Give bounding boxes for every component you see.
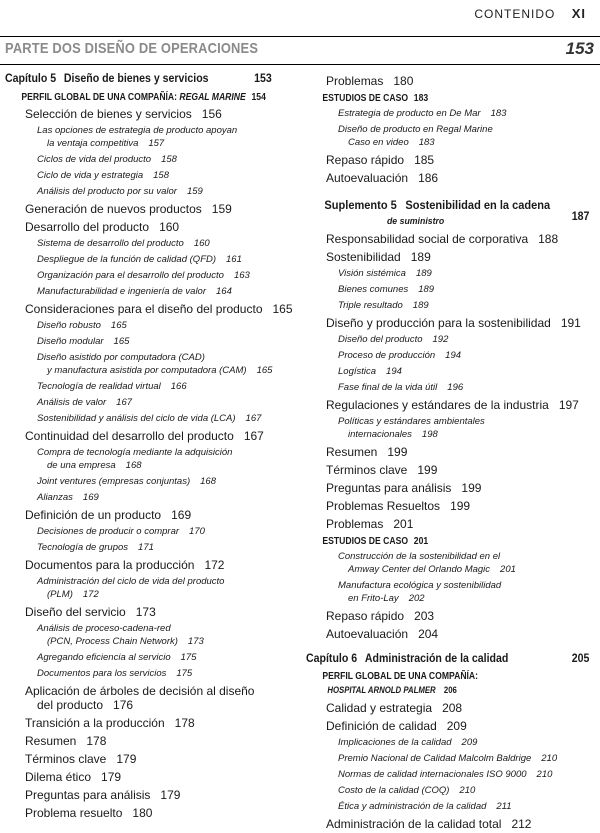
entry-title: Problemas — [326, 74, 384, 88]
entry-page: 208 — [442, 701, 463, 715]
entry-title: Joint ventures (empresas conjuntas) — [37, 476, 191, 487]
entry-title: Sostenibilidad — [326, 250, 401, 264]
entry-page: 209 — [446, 719, 467, 733]
entry-title: Alianzas — [37, 492, 73, 503]
toc-subsection-entry[interactable] — [306, 783, 596, 799]
toc-section-entry[interactable] — [5, 300, 295, 318]
company-profile-entry[interactable] — [306, 669, 544, 699]
toc-section-entry[interactable] — [5, 786, 295, 804]
entry-page: 183 — [490, 108, 507, 119]
entry-title: Fase final de la vida útil — [338, 382, 438, 393]
entry-title: Definición de calidad — [326, 719, 437, 733]
entry-page: 165 — [256, 364, 273, 376]
entry-title-cont: y manufactura asistida por computadora (CAM) 165 — [47, 364, 273, 376]
supplement-5-entries — [306, 230, 596, 643]
entry-title: Manufacturabilidad e ingeniería de valor — [37, 286, 206, 297]
entry-title: Diseño de producto en Regal Marine — [338, 124, 493, 135]
entry-title: Autoevaluación — [326, 627, 409, 641]
toc-subsection-entry[interactable] — [5, 334, 295, 350]
entry-page: 212 — [511, 817, 532, 831]
toc-subsection-entry[interactable] — [5, 252, 295, 268]
entry-title-cont: la ventaja competitiva 157 — [47, 137, 165, 149]
entry-page: 172 — [82, 588, 99, 600]
entry-title: Administración de la calidad total — [326, 817, 502, 831]
toc-section-entry[interactable] — [306, 479, 596, 497]
entry-title: Documentos para los servicios — [37, 668, 167, 679]
toc-subsection-entry[interactable] — [306, 364, 596, 380]
toc-section-entry[interactable] — [306, 230, 596, 248]
entry-page: 186 — [418, 171, 439, 185]
entry-title: Calidad y estrategia — [326, 701, 433, 715]
entry-title: Decisiones de producir o comprar — [37, 526, 180, 537]
toc-section-entry[interactable] — [306, 396, 596, 414]
company-profile-entry[interactable] — [5, 89, 266, 105]
toc-subsection-entry[interactable] — [5, 524, 295, 540]
entry-page: 203 — [414, 609, 435, 623]
toc-subsection-entry[interactable] — [306, 799, 596, 815]
entry-page: 188 — [538, 232, 559, 246]
toc-subsection-entry[interactable] — [306, 266, 596, 282]
entry-title-cont: Caso en video 183 — [348, 136, 435, 148]
entry-page: 167 — [245, 413, 262, 424]
entry-title: Problemas Resueltos — [326, 499, 441, 513]
toc-section-entry[interactable] — [5, 506, 295, 524]
toc-subsection-entry[interactable] — [5, 152, 295, 168]
entry-title: Análisis del producto por su valor — [37, 186, 177, 197]
entry-title: Sostenibilidad y análisis del ciclo de vida (LCA) — [37, 413, 236, 424]
entry-page: 183 — [413, 92, 429, 104]
entry-title: Implicaciones de la calidad — [338, 737, 452, 748]
entry-page: 159 — [211, 202, 232, 216]
toc-subsection-entry[interactable] — [306, 106, 596, 122]
toc-left-column — [5, 72, 295, 822]
entry-title-cont: del producto 176 — [37, 698, 134, 712]
running-head-label: CONTENIDO — [474, 7, 556, 21]
toc-section-entry[interactable] — [5, 427, 295, 445]
chapter-5-end-entries — [306, 72, 596, 187]
entry-page: 204 — [418, 627, 439, 641]
chapter-6-heading[interactable] — [306, 652, 589, 669]
toc-subsection-entry[interactable] — [306, 348, 596, 364]
toc-subsection-entry[interactable] — [5, 411, 295, 427]
entry-page: 170 — [189, 526, 205, 537]
entry-title: Problemas — [326, 517, 384, 531]
entry-page: 201 — [413, 535, 429, 547]
chapter-5-entries — [5, 105, 295, 822]
entry-page: 163 — [233, 270, 250, 281]
entry-page: 179 — [101, 770, 122, 784]
entry-page: 164 — [216, 286, 232, 297]
entry-page: 167 — [116, 397, 133, 408]
entry-page: 156 — [201, 107, 222, 121]
entry-title: Desarrollo del producto — [25, 220, 150, 234]
entry-page: 179 — [116, 752, 137, 766]
entry-page: 189 — [412, 300, 429, 311]
part-rule — [0, 64, 600, 65]
toc-subsection-entry[interactable] — [5, 168, 295, 184]
chapter-5-heading[interactable] — [5, 72, 272, 89]
toc-subsection-entry[interactable] — [306, 735, 596, 751]
toc-subsection-entry[interactable] — [5, 395, 295, 411]
entry-title: Diseño del servicio — [25, 605, 126, 619]
toc-section-entry[interactable] — [306, 72, 596, 90]
entry-title: Normas de calidad internacionales ISO 9000 — [338, 769, 527, 780]
entry-title: Diseño modular — [37, 336, 104, 347]
entry-title: Costo de la calidad (COQ) — [338, 785, 450, 796]
toc-subsection-entry[interactable] — [306, 414, 596, 443]
entry-title: Premio Nacional de Calidad Malcolm Baldrige — [338, 753, 532, 764]
entry-title: Diseño del producto — [338, 334, 423, 345]
toc-section-entry[interactable] — [306, 515, 596, 533]
running-head — [474, 6, 586, 21]
entry-page: 201 — [500, 563, 516, 575]
toc-subsection-entry[interactable] — [5, 540, 295, 556]
supplement-title: Sostenibilidad en la cadena — [405, 198, 551, 212]
toc-subsection-entry[interactable] — [306, 380, 596, 396]
entry-page: 198 — [421, 428, 438, 440]
entry-title: Generación de nuevos productos — [25, 202, 202, 216]
entry-title-cont: internacionales 198 — [348, 428, 438, 440]
part-page: 153 — [565, 39, 594, 58]
entry-page: 197 — [558, 398, 579, 412]
entry-title: Estrategia de producto en De Mar — [338, 108, 481, 119]
entry-page: 209 — [461, 737, 478, 748]
entry-page: 165 — [110, 320, 127, 331]
toc-subsection-entry[interactable] — [306, 549, 596, 578]
entry-title: Consideraciones para el diseño del producto — [25, 302, 263, 316]
entry-title: Problema resuelto — [25, 806, 123, 820]
entry-title: Proceso de producción — [338, 350, 436, 361]
entry-page: 194 — [445, 350, 462, 361]
entry-page: 191 — [560, 316, 581, 330]
toc-section-entry[interactable] — [306, 497, 596, 515]
entry-page: 160 — [193, 238, 210, 249]
entry-page: 199 — [450, 499, 471, 513]
entry-title: Repaso rápido — [326, 153, 405, 167]
chapter-number: Capítulo 6 — [306, 653, 358, 665]
entry-title: Diseño robusto — [37, 320, 101, 331]
entry-title-cont: (PCN, Process Chain Network) 173 — [47, 635, 204, 647]
toc-subsection-entry[interactable] — [5, 236, 295, 252]
entry-title: Construcción de la sostenibilidad en el — [338, 551, 501, 562]
profile-page: 206 — [443, 685, 457, 696]
toc-section-entry[interactable] — [5, 603, 295, 621]
entry-title: Aplicación de árboles de decisión al diseño — [25, 684, 255, 698]
toc-subsection-entry[interactable] — [306, 298, 596, 314]
toc-section-entry[interactable] — [5, 714, 295, 732]
entry-title-cont: en Frito-Lay 202 — [348, 592, 425, 604]
toc-subsection-entry[interactable] — [5, 350, 295, 379]
entry-title: Políticas y estándares ambientales — [338, 416, 485, 427]
toc-subsection-entry[interactable] — [306, 282, 596, 298]
toc-subsection-entry[interactable] — [5, 621, 295, 650]
entry-title: Análisis de proceso-cadena-red — [37, 623, 171, 634]
part-header — [0, 40, 600, 62]
toc-subsection-entry[interactable] — [5, 666, 295, 682]
entry-page: 189 — [410, 250, 431, 264]
toc-section-entry[interactable] — [306, 815, 596, 833]
toc-subsection-entry[interactable] — [5, 123, 295, 152]
entry-page: 199 — [417, 463, 438, 477]
entry-page: 175 — [176, 668, 193, 679]
entry-title: Repaso rápido — [326, 609, 405, 623]
entry-page: 173 — [135, 605, 156, 619]
entry-page: 158 — [153, 170, 169, 181]
entry-title: Regulaciones y estándares de la industria — [326, 398, 549, 412]
toc-section-entry[interactable] — [306, 151, 596, 169]
chapter-title: Administración de la calidad — [364, 653, 509, 665]
toc-section-entry[interactable] — [5, 750, 295, 768]
entry-title: Términos clave — [25, 752, 107, 766]
toc-section-entry[interactable] — [5, 200, 295, 218]
chapter-6-entries — [306, 699, 596, 833]
top-rule — [0, 36, 600, 37]
toc-section-entry[interactable] — [5, 682, 295, 714]
entry-title: Logística — [338, 366, 377, 377]
entry-title: Transición a la producción — [25, 716, 165, 730]
case-studies-heading[interactable] — [306, 533, 544, 549]
entry-page: 178 — [86, 734, 107, 748]
entry-title: ESTUDIOS DE CASO — [322, 535, 409, 547]
entry-page: 196 — [447, 382, 464, 393]
toc-section-entry[interactable] — [5, 768, 295, 786]
toc-subsection-entry[interactable] — [5, 474, 295, 490]
entry-title: Ciclos de vida del producto — [37, 154, 152, 165]
chapter-page: 153 — [254, 73, 272, 85]
entry-title: Las opciones de estrategia de producto apoyan — [37, 125, 238, 136]
entry-title: Autoevaluación — [326, 171, 409, 185]
entry-page: 201 — [393, 517, 414, 531]
entry-title: Ciclo de vida y estrategia — [37, 170, 144, 181]
entry-title: Preguntas para análisis — [326, 481, 452, 495]
entry-page: 173 — [187, 635, 204, 647]
toc-subsection-entry[interactable] — [5, 284, 295, 300]
entry-title-cont: de una empresa 168 — [47, 459, 142, 471]
toc-section-entry[interactable] — [5, 218, 295, 236]
entry-title: ESTUDIOS DE CASO — [322, 92, 409, 104]
entry-page: 157 — [148, 137, 165, 149]
entry-title: Despliegue de la función de calidad (QFD) — [37, 254, 217, 265]
entry-page: 179 — [160, 788, 181, 802]
toc-section-entry[interactable] — [306, 443, 596, 461]
toc-section-entry[interactable] — [5, 804, 295, 822]
supplement-title-cont: de suministro — [386, 216, 445, 227]
entry-title: Manufactura ecológica y sostenibilidad — [338, 580, 502, 591]
toc-subsection-entry[interactable] — [306, 751, 596, 767]
part-title: PARTE DOS DISEÑO DE OPERACIONES — [5, 40, 259, 57]
entry-page: 180 — [132, 806, 153, 820]
entry-page: 165 — [113, 336, 130, 347]
toc-subsection-entry[interactable] — [5, 379, 295, 395]
entry-title: Resumen — [326, 445, 378, 459]
entry-page: 194 — [386, 366, 402, 377]
entry-page: 161 — [226, 254, 242, 265]
entry-title: Agregando eficiencia al servicio — [37, 652, 171, 663]
profile-page: 154 — [251, 91, 266, 103]
entry-title: Compra de tecnología mediante la adquisición — [37, 447, 233, 458]
case-studies-heading[interactable] — [306, 90, 544, 106]
entry-title: Administración del ciclo de vida del producto — [37, 576, 225, 587]
entry-page: 160 — [159, 220, 180, 234]
toc-subsection-entry[interactable] — [5, 490, 295, 506]
entry-page: 189 — [418, 284, 435, 295]
entry-title: Diseño y producción para la sostenibilidad — [326, 316, 551, 330]
entry-page: 168 — [200, 476, 216, 487]
toc-subsection-entry[interactable] — [306, 122, 596, 151]
entry-page: 167 — [243, 429, 264, 443]
entry-title: Triple resultado — [338, 300, 403, 311]
entry-page: 178 — [174, 716, 195, 730]
entry-page: 183 — [418, 136, 435, 148]
entry-page: 210 — [541, 753, 558, 764]
profile-label: PERFIL GLOBAL DE UNA COMPAÑÍA: — [21, 91, 178, 103]
toc-section-entry[interactable] — [306, 461, 596, 479]
entry-page: 159 — [186, 186, 203, 197]
entry-title: Diseño asistido por computadora (CAD) — [37, 352, 205, 363]
toc-section-entry[interactable] — [306, 717, 596, 735]
toc-section-entry[interactable] — [306, 625, 596, 643]
entry-title: Documentos para la producción — [25, 558, 195, 572]
entry-page: 169 — [171, 508, 192, 522]
toc-section-entry[interactable] — [5, 105, 295, 123]
toc-section-entry[interactable] — [306, 169, 596, 187]
entry-title: Preguntas para análisis — [25, 788, 151, 802]
chapter-title: Diseño de bienes y servicios — [63, 73, 209, 85]
entry-title: Ética y administración de la calidad — [338, 801, 487, 812]
entry-page: 210 — [536, 769, 553, 780]
entry-title: Dilema ético — [25, 770, 92, 784]
toc-subsection-entry[interactable] — [5, 650, 295, 666]
entry-page: 199 — [461, 481, 482, 495]
entry-page: 199 — [387, 445, 408, 459]
entry-title: Bienes comunes — [338, 284, 409, 295]
toc-section-entry[interactable] — [306, 699, 596, 717]
profile-company: HOSPITAL ARNOLD PALMER — [327, 685, 436, 696]
entry-title: Términos clave — [326, 463, 408, 477]
entry-page: 202 — [408, 592, 425, 604]
entry-page: 172 — [204, 558, 225, 572]
entry-page: 180 — [393, 74, 414, 88]
entry-title: Definición de un producto — [25, 508, 162, 522]
entry-page: 210 — [459, 785, 476, 796]
entry-title-cont: (PLM) 172 — [47, 588, 99, 600]
toc-subsection-entry[interactable] — [5, 445, 295, 474]
toc-section-entry[interactable] — [5, 732, 295, 750]
entry-title: Responsabilidad social de corporativa — [326, 232, 529, 246]
entry-page: 158 — [161, 154, 177, 165]
toc-right-column — [306, 72, 596, 833]
entry-title: Sistema de desarrollo del producto — [37, 238, 184, 249]
entry-page: 185 — [414, 153, 435, 167]
entry-page: 171 — [138, 542, 154, 553]
chapter-page: 205 — [571, 653, 590, 665]
toc-section-entry[interactable] — [306, 248, 596, 266]
running-head-page: XI — [571, 6, 586, 21]
entry-title-cont: Amway Center del Orlando Magic 201 — [348, 563, 516, 575]
entry-page: 166 — [170, 381, 187, 392]
toc-subsection-entry[interactable] — [5, 574, 295, 603]
entry-page: 211 — [496, 801, 512, 812]
entry-page: 176 — [113, 698, 134, 712]
entry-title: Análisis de valor — [37, 397, 107, 408]
supplement-5-heading[interactable] — [306, 196, 590, 230]
entry-page: 169 — [82, 492, 99, 503]
entry-page: 175 — [180, 652, 197, 663]
entry-title: Visión sistémica — [338, 268, 406, 279]
entry-page: 168 — [125, 459, 142, 471]
toc-section-entry[interactable] — [5, 556, 295, 574]
toc-subsection-entry[interactable] — [5, 318, 295, 334]
supplement-number: Suplemento 5 — [324, 198, 397, 212]
toc-subsection-entry[interactable] — [306, 578, 596, 607]
profile-label: PERFIL GLOBAL DE UNA COMPAÑÍA: — [322, 670, 479, 682]
entry-title: Tecnología de realidad virtual — [37, 381, 161, 392]
toc-subsection-entry[interactable] — [306, 767, 596, 783]
toc-subsection-entry[interactable] — [306, 332, 596, 348]
supplement-page: 187 — [571, 211, 590, 223]
toc-subsection-entry[interactable] — [5, 268, 295, 284]
profile-company: REGAL MARINE — [179, 91, 246, 103]
entry-title: Organización para el desarrollo del producto — [37, 270, 224, 281]
entry-page: 192 — [432, 334, 449, 345]
entry-title: Tecnología de grupos — [37, 542, 129, 553]
entry-page: 189 — [415, 268, 432, 279]
entry-page: 165 — [272, 302, 293, 316]
entry-title: Continuidad del desarrollo del producto — [25, 429, 234, 443]
entry-title: Selección de bienes y servicios — [25, 107, 192, 121]
toc-subsection-entry[interactable] — [5, 184, 295, 200]
toc-section-entry[interactable] — [306, 314, 596, 332]
chapter-number: Capítulo 5 — [5, 73, 57, 85]
toc-section-entry[interactable] — [306, 607, 596, 625]
entry-title: Resumen — [25, 734, 77, 748]
